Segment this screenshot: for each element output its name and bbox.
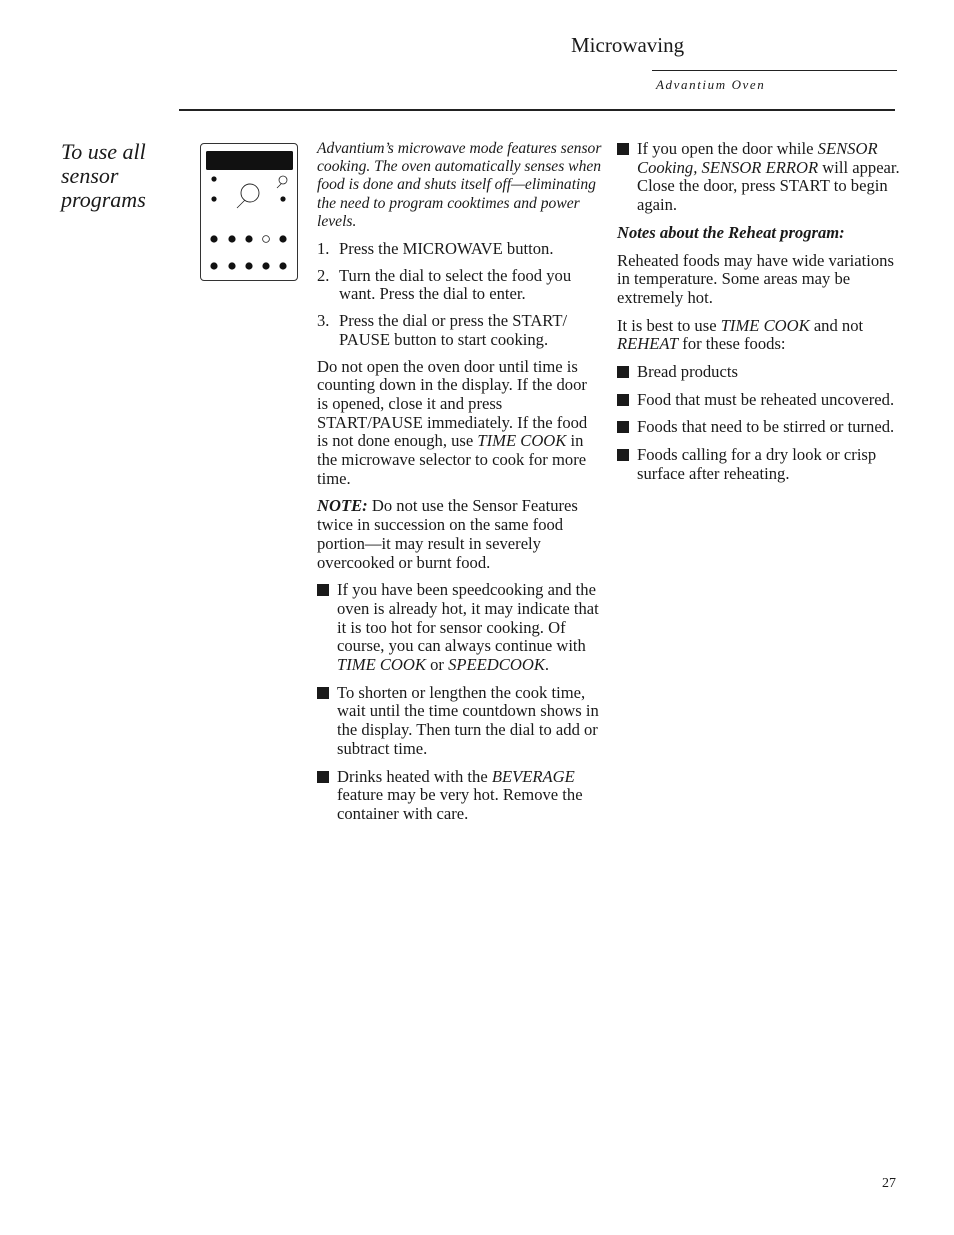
- section-title: To use all sensor programs: [61, 139, 146, 212]
- bullet-square-icon: [617, 418, 637, 437]
- step-text: Press the dial or press the START/ PAUSE button to start cooking.: [339, 311, 568, 349]
- reheat-paragraph: Reheated foods may have wide variations in temperature. Some areas may be extremely hot.: [617, 250, 894, 307]
- text-run: Drinks heated with the: [337, 766, 492, 786]
- door-text-2: in the microwave selector to cook for more time.: [317, 431, 587, 488]
- bullet-square-icon: [617, 363, 637, 382]
- text-run: It is best to use: [617, 315, 721, 335]
- text-run: and not: [809, 315, 864, 335]
- note-text: Do not use the Sensor Features twice in succession on the same food portion—it may result in severely overcooked or burnt food.: [317, 496, 578, 572]
- control-panel-drawing: [201, 144, 297, 280]
- text-em: TIME COOK: [337, 655, 426, 675]
- step-number: 2.: [317, 265, 330, 285]
- text-em: BEVERAGE: [491, 766, 575, 786]
- bullet-square-icon: [317, 581, 337, 675]
- middle-column: [317, 140, 602, 833]
- bullet-square-icon: [617, 446, 637, 483]
- food-item-text: Food that must be reheated uncovered.: [637, 389, 895, 409]
- text-run: .: [544, 655, 550, 675]
- step-text: Turn the dial to select the food you want. Press the dial to enter.: [339, 265, 572, 304]
- step-number: 1.: [317, 239, 330, 259]
- step-1: [317, 240, 602, 259]
- control-panel-illustration: [200, 143, 298, 281]
- bullet-speedcook: [317, 581, 602, 675]
- right-column: [617, 140, 902, 493]
- page-number: 27: [882, 1176, 896, 1191]
- text-run: If you open the door while: [637, 139, 818, 158]
- note-paragraph: [317, 497, 602, 572]
- food-item-text: Foods that need to be stirred or turned.: [637, 417, 895, 437]
- text-run: or: [425, 655, 449, 675]
- step-2: [317, 267, 602, 304]
- food-item-text: Bread products: [637, 362, 738, 382]
- food-item: [617, 391, 902, 410]
- header-rule-short: [652, 70, 897, 71]
- intro-paragraph: Advantium’s microwave mode features sensor cooking. The oven automatically senses when food is done and shuts itself off—eliminating the need to program cooktimes and power levels.: [317, 140, 602, 230]
- bullet-text: [637, 140, 902, 215]
- bullet-square-icon: [317, 684, 337, 759]
- bullet-text: To shorten or lengthen the cook time, wait until the time countdown shows in the display. Then turn the dial to add or subtract time.: [337, 682, 599, 758]
- bullet-beverage: [317, 768, 602, 824]
- bullet-square-icon: [617, 140, 637, 215]
- text-run: for these foods:: [678, 334, 786, 354]
- best-use-paragraph: [617, 317, 902, 354]
- text-em: REHEAT: [617, 334, 679, 354]
- reheat-notes-heading: Notes about the Reheat program:: [617, 222, 845, 242]
- step-text: Press the MICROWAVE button.: [339, 239, 554, 259]
- food-item: [617, 363, 902, 382]
- text-em: SENSOR Cooking, SENSOR ERROR: [637, 139, 878, 177]
- bullet-text: [337, 581, 602, 675]
- bullet-square-icon: [317, 768, 337, 824]
- food-item: [617, 418, 902, 437]
- food-item-text: Foods calling for a dry look or crisp surface after reheating.: [637, 445, 877, 483]
- text-em: SPEEDCOOK: [448, 655, 545, 675]
- door-paragraph: [317, 358, 602, 489]
- door-text-em: TIME COOK: [477, 431, 567, 451]
- page-title: Microwaving: [571, 33, 685, 57]
- bullet-cook-time: [317, 684, 602, 759]
- food-item: [617, 446, 902, 483]
- text-run: feature may be very hot. Remove the container with care.: [337, 785, 583, 823]
- bullet-text: [337, 768, 602, 824]
- door-text-1: Do not open the oven door until time is counting down in the display. If the door is opened, close it and press START/PAUSE immediately. If the food is not done enough, use: [317, 356, 588, 451]
- bullet-door-open: [617, 140, 902, 215]
- text-em: TIME COOK: [720, 315, 810, 335]
- page-subtitle: Advantium Oven: [656, 77, 766, 92]
- bullet-square-icon: [617, 391, 637, 410]
- header-rule-long: [179, 109, 895, 111]
- text-run: If you have been speedcooking and the oven is already hot, it may indicate that it is too hot for sensor cooking. Of course, you can always continue with: [337, 580, 599, 656]
- step-number: 3.: [317, 311, 330, 331]
- step-3: [317, 312, 602, 349]
- note-label: NOTE:: [317, 496, 368, 516]
- text-run: will appear. Close the door, press START to begin again.: [637, 157, 900, 215]
